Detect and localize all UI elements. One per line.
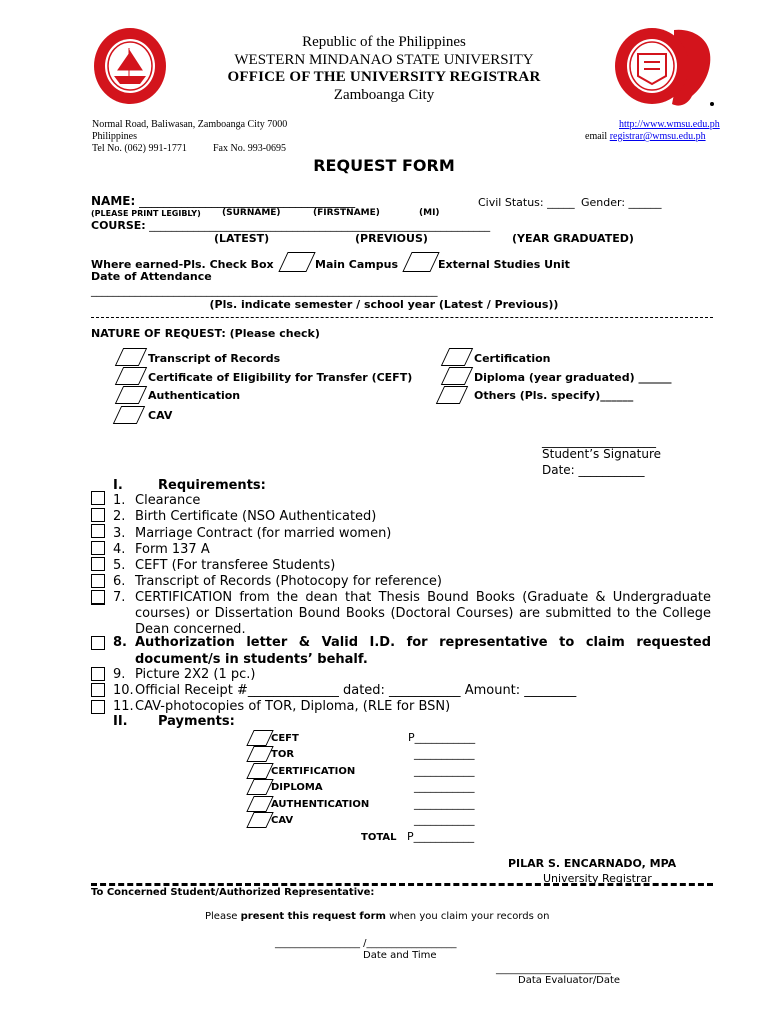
footer-instruction [205, 911, 549, 922]
pay-diploma-label: DIPLOMA [271, 782, 323, 793]
tel-number: Tel No. (062) 991-1771 [92, 143, 187, 154]
others-label: Others (Pls. specify)______ [474, 389, 634, 402]
pay-authentication-amount[interactable]: ___________ [414, 797, 475, 810]
req-checkbox-2[interactable] [91, 508, 105, 522]
form-title: REQUEST FORM [313, 156, 455, 175]
divider-bottom [91, 883, 713, 886]
payments-heading: Payments: [158, 714, 235, 729]
course-label: COURSE: [91, 219, 146, 232]
website-link[interactable]: http://www.wmsu.edu.ph [619, 119, 720, 130]
authentication-checkbox[interactable] [115, 386, 147, 404]
latest-label: (LATEST) [214, 232, 270, 245]
req-num-7: 7. [113, 590, 126, 605]
registrar-name: PILAR S. ENCARNADO, MPA [508, 857, 677, 870]
main-campus-label: Main Campus [315, 258, 399, 271]
pay-certification-label: CERTIFICATION [271, 766, 356, 777]
diploma-label: Diploma (year graduated) ______ [474, 371, 672, 384]
authentication-label: Authentication [148, 389, 241, 402]
req-checkbox-4[interactable] [91, 541, 105, 555]
tor-label: Transcript of Records [148, 352, 281, 365]
certification-checkbox[interactable] [441, 348, 473, 366]
req-checkbox-8[interactable] [91, 636, 105, 650]
req-checkbox-1[interactable] [91, 491, 105, 505]
address-line2: Philippines [92, 131, 138, 142]
total-amount[interactable]: P___________ [407, 830, 475, 843]
footer-present: present this request form [240, 911, 386, 922]
pay-diploma-checkbox[interactable] [246, 779, 273, 795]
pay-cav-label: CAV [271, 815, 294, 826]
header-university: WESTERN MINDANAO STATE UNIVERSITY [234, 52, 534, 68]
diploma-checkbox[interactable] [441, 367, 473, 385]
footer-to: To Concerned Student/Authorized Representative: [91, 887, 375, 898]
previous-label: (PREVIOUS) [355, 232, 428, 245]
req-num-10: 10. [113, 683, 134, 698]
pay-ceft-label: CEFT [271, 733, 299, 744]
pay-ceft-checkbox[interactable] [246, 730, 273, 746]
req-checkbox-6[interactable] [91, 574, 105, 588]
req-text-9: Picture 2X2 (1 pc.) [135, 667, 256, 682]
req-text-7: CERTIFICATION from the dean that Thesis Bound Books (Graduate & Undergraduate courses) or Dissertation Bound Books (Doctoral Courses) are submitted to the College Dean concerned. [135, 590, 711, 637]
email-label: email [585, 131, 608, 142]
pay-ceft-amount[interactable]: P___________ [408, 731, 476, 744]
footer-date-line[interactable]: _________________ /__________________ [275, 938, 457, 949]
req-text-4: Form 137 A [135, 542, 210, 557]
gender-field[interactable]: Gender: ______ [581, 196, 662, 209]
name-line[interactable]: ____________________________________ [139, 194, 356, 208]
pay-diploma-amount[interactable]: ___________ [414, 780, 475, 793]
semester-note: (Pls. indicate semester / school year (Latest / Previous)) [209, 298, 559, 311]
where-earned-label: Where earned-Pls. Check Box [91, 258, 274, 271]
req-num-3: 3. [113, 526, 126, 541]
req-text-11: CAV-photocopies of TOR, Diploma, (RLE for BSN) [135, 699, 451, 714]
ceft-label: Certificate of Eligibility for Transfer (CEFT) [148, 371, 413, 384]
nature-title: NATURE OF REQUEST: (Please check) [91, 327, 320, 340]
req-num-11: 11. [113, 699, 134, 714]
email-link[interactable]: registrar@wmsu.edu.ph [609, 131, 706, 142]
footer-please: Please [205, 911, 238, 922]
cav-checkbox[interactable] [113, 406, 145, 424]
req-num-2: 2. [113, 509, 126, 524]
pay-cav-amount[interactable]: ___________ [414, 813, 475, 826]
req-text-6: Transcript of Records (Photocopy for reference) [135, 574, 442, 589]
signature-line[interactable]: ___________________ [542, 434, 656, 448]
req-num-4: 4. [113, 542, 126, 557]
pay-cav-checkbox[interactable] [246, 812, 273, 828]
pay-authentication-label: AUTHENTICATION [271, 799, 370, 810]
req-checkbox-11[interactable] [91, 700, 105, 714]
name-row [91, 194, 355, 208]
req-num-5: 5. [113, 558, 126, 573]
header-city: Zamboanga City [333, 87, 435, 103]
req-checkbox-9[interactable] [91, 667, 105, 681]
name-label: NAME: [91, 194, 136, 208]
req-checkbox-10[interactable] [91, 683, 105, 697]
pay-tor-label: TOR [271, 749, 295, 760]
req-num-9: 9. [113, 667, 126, 682]
address-line1: Normal Road, Baliwasan, Zamboanga City 7000 [92, 119, 288, 130]
pay-tor-amount[interactable]: ___________ [414, 747, 475, 760]
req-checkbox-3[interactable] [91, 524, 105, 538]
req-checkbox-5[interactable] [91, 557, 105, 571]
req-text-2: Birth Certificate (NSO Authenticated) [135, 509, 377, 524]
req-checkbox-7[interactable] [91, 590, 105, 605]
footer-evaluator-line[interactable]: _______________________ [496, 964, 611, 975]
civil-status-field[interactable]: Civil Status: _____ [478, 196, 575, 209]
firstname-label: (FIRSTNAME) [313, 208, 380, 218]
req-text-1: Clearance [135, 493, 201, 508]
divider-top [91, 317, 713, 318]
header-office: OFFICE OF THE UNIVERSITY REGISTRAR [227, 69, 541, 85]
req-num-1: 1. [113, 493, 126, 508]
certification-label: Certification [474, 352, 551, 365]
print-legibly-note: (PLEASE PRINT LEGIBLY) [91, 209, 201, 218]
ceft-checkbox[interactable] [115, 367, 147, 385]
pay-certification-amount[interactable]: ___________ [414, 764, 475, 777]
pay-authentication-checkbox[interactable] [246, 796, 273, 812]
attendance-line[interactable]: _______________________________________________________________ [91, 284, 438, 297]
footer-claim: when you claim your records on [389, 911, 550, 922]
external-studies-label: External Studies Unit [438, 258, 570, 271]
surname-label: (SURNAME) [222, 208, 281, 218]
year-graduated-label: (YEAR GRADUATED) [512, 232, 634, 245]
email-row [585, 131, 706, 142]
pay-tor-checkbox[interactable] [246, 746, 273, 762]
requirements-number: I. [113, 478, 123, 493]
main-campus-checkbox[interactable] [278, 252, 315, 272]
signature-date[interactable]: Date: ___________ [542, 463, 645, 477]
signature-label: Student’s Signature [542, 447, 662, 461]
others-checkbox[interactable] [436, 386, 468, 404]
course-line[interactable]: ______________________________________________________________ [149, 219, 491, 232]
footer-evaluator-label: Data Evaluator/Date [518, 975, 621, 986]
tor-checkbox[interactable] [115, 348, 147, 366]
requirements-heading: Requirements: [158, 478, 266, 493]
date-attendance-label: Date of Attendance [91, 270, 212, 283]
pay-certification-checkbox[interactable] [246, 763, 273, 779]
header-republic: Republic of the Philippines [302, 34, 466, 50]
external-studies-checkbox[interactable] [402, 252, 439, 272]
registrar-title: University Registrar [543, 872, 652, 885]
footer-date-label: Date and Time [363, 950, 437, 961]
req-text-8: Authorization letter & Valid I.D. for representative to claim requested document/s in students’ behalf. [135, 635, 711, 667]
req-text-3: Marriage Contract (for married women) [135, 526, 392, 541]
fax-number: Fax No. 993-0695 [213, 143, 287, 154]
course-row [91, 219, 490, 232]
req-num-8: 8. [113, 635, 127, 650]
total-label: TOTAL [361, 832, 397, 843]
payments-number: II. [113, 714, 128, 729]
req-text-10: Official Receipt #______________ dated: ___________ Amount: ________ [135, 683, 577, 698]
req-text-5: CEFT (For transferee Students) [135, 558, 336, 573]
mi-label: (MI) [419, 208, 440, 218]
cav-label: CAV [148, 409, 173, 422]
req-num-6: 6. [113, 574, 126, 589]
